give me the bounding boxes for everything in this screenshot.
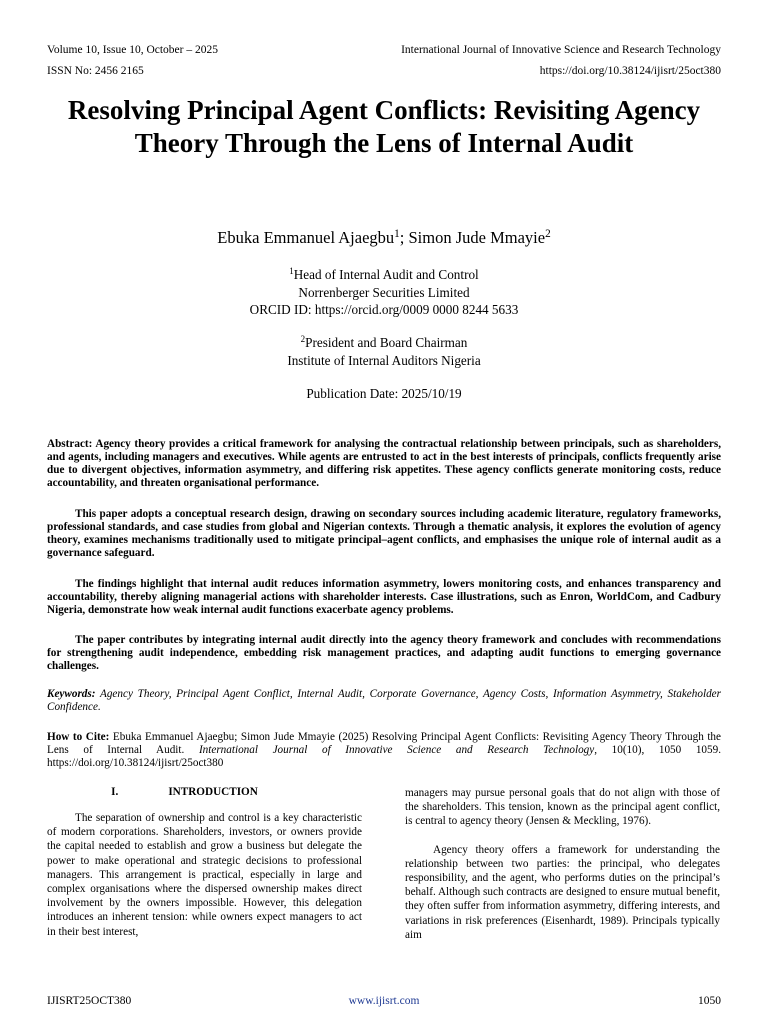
affiliation-2-org: Institute of Internal Auditors Nigeria: [287, 352, 481, 368]
volume-info: Volume 10, Issue 10, October – 2025: [47, 44, 218, 56]
paper-title: Resolving Principal Agent Conflicts: Revisiting Agency Theory Through the Lens of Internal Audit: [67, 95, 701, 158]
body-paragraph: managers may pursue personal goals that do not align with those of the shareholders. This tension, known as the principal agent conflict, is central to agency theory (Jensen & Meckling, 1976).: [405, 787, 720, 828]
right-column: [405, 786, 720, 942]
abstract-label: Abstract:: [47, 438, 93, 450]
abstract-paragraph-4: The paper contributes by integrating internal audit directly into the agency theory framework and concludes with recommendations for strengthening audit independence, embedding risk management practices, and adapting audit functions to emerging governance challenges.: [47, 634, 721, 673]
citation-journal: International Journal of Innovative Science and Research Technology: [198, 744, 595, 757]
abstract-paragraph-1: [47, 438, 721, 490]
how-to-cite: [47, 731, 721, 770]
citation-text: Ebuka Emmanuel Ajaegbu; Simon Jude Mmayie (2025) Resolving Principal Agent Conflicts: Revisiting Agency Theory Through the Lens of Internal Audit.: [47, 731, 721, 757]
abstract-paragraph-2: This paper adopts a conceptual research design, drawing on secondary sources including academic literature, regulatory frameworks, professional standards, and case studies from global and Nigerian contexts. Through a thematic analysis, it explores the evolution of agency theory, examines mechanisms traditionally used to mitigate principal–agent conflicts, and emphasises the unique role of internal audit as a governance safeguard.: [47, 508, 721, 560]
affiliation-1-org: Norrenberger Securities Limited: [298, 284, 470, 300]
keywords-label: Keywords:: [47, 688, 96, 700]
body-paragraph: Agency theory offers a framework for understanding the relationship between two parties: the principal, who delegates responsibility, and the agent, who performs duties on the principal’s behalf. Although such contracts are designed to ensure mutual benefit, they often suffer from information asymmetry, differing interests, and variations in risk preferences (Eisenhardt, 1989). Principals typically aim: [405, 843, 720, 941]
publication-date: Publication Date: 2025/10/19: [306, 386, 462, 401]
affiliation-2-sup: 2: [300, 334, 306, 345]
abstract-text-1: Agency theory provides a critical framework for analysing the contractual relationship between principals, such as shareholders, and agents, including managers and executives. While agents are entrusted to act in the best interests of principals, conflicts frequently arise due to divergent objectives, information asymmetry, and differing risk appetites. These agency conflicts generate monitoring costs, reduce accountability, and threaten organisational performance.: [47, 438, 721, 490]
orcid-id[interactable]: ORCID ID: https://orcid.org/0009 0000 8244 5633: [249, 302, 519, 317]
doi-link[interactable]: https://doi.org/10.38124/ijisrt/25oct380: [539, 65, 721, 77]
abstract-paragraph-3: The findings highlight that internal audit reduces information asymmetry, lowers monitoring costs, and enhances transparency and accountability, thereby aligning managerial actions with shareholder interests. Case illustrations, such as Enron, WorldCom, and Cadbury Nigeria, demonstrate how weak internal audit functions exacerbate agency problems.: [47, 578, 721, 617]
author-1-sup: 1: [394, 227, 400, 240]
page-number: 1050: [698, 995, 721, 1007]
section-number: I.: [111, 786, 119, 798]
section-heading: [7, 786, 362, 799]
keywords-text: Agency Theory, Principal Agent Conflict, Internal Audit, Corporate Governance, Agency Costs, Information Asymmetry, Stakeholder Confidence.: [47, 688, 721, 714]
author-2: Simon Jude Mmayie: [408, 228, 546, 247]
author-1: Ebuka Emmanuel Ajaegbu: [217, 228, 395, 247]
citation-details: , 10(10), 1050 1059. https://doi.org/10.38124/ijisrt/25oct380: [47, 744, 722, 770]
affiliation-1: [0, 266, 768, 319]
keywords: [47, 688, 721, 714]
how-to-cite-label: How to Cite:: [47, 731, 110, 743]
affiliation-2-role: President and Board Chairman: [305, 335, 468, 350]
footer-paper-id: IJISRT25OCT380: [47, 995, 132, 1007]
affiliation-1-role: Head of Internal Audit and Control: [293, 267, 479, 282]
left-column: [47, 786, 362, 939]
author-2-sup: 2: [545, 227, 551, 240]
author-list: [0, 228, 768, 248]
section-title: INTRODUCTION: [168, 786, 258, 798]
affiliation-2: [0, 334, 768, 369]
issn: ISSN No: 2456 2165: [47, 65, 144, 77]
author-separator: ;: [399, 228, 409, 247]
journal-name: International Journal of Innovative Science and Research Technology: [401, 44, 721, 56]
footer-website-link[interactable]: www.ijisrt.com: [348, 995, 420, 1007]
body-paragraph: The separation of ownership and control is a key characteristic of modern corporations. Shareholders, investors, or owners provide the capital needed to establish and grow a business but delegate the power to make operational and strategic decisions to professional managers. This arrangement is practical, especially in large and complex organisations where the dispersed ownership makes direct involvement by the owners impossible. However, this delegation introduces an inherent tension: while owners expect managers to act in their best interest,: [47, 812, 362, 938]
affiliation-1-sup: 1: [289, 266, 294, 277]
